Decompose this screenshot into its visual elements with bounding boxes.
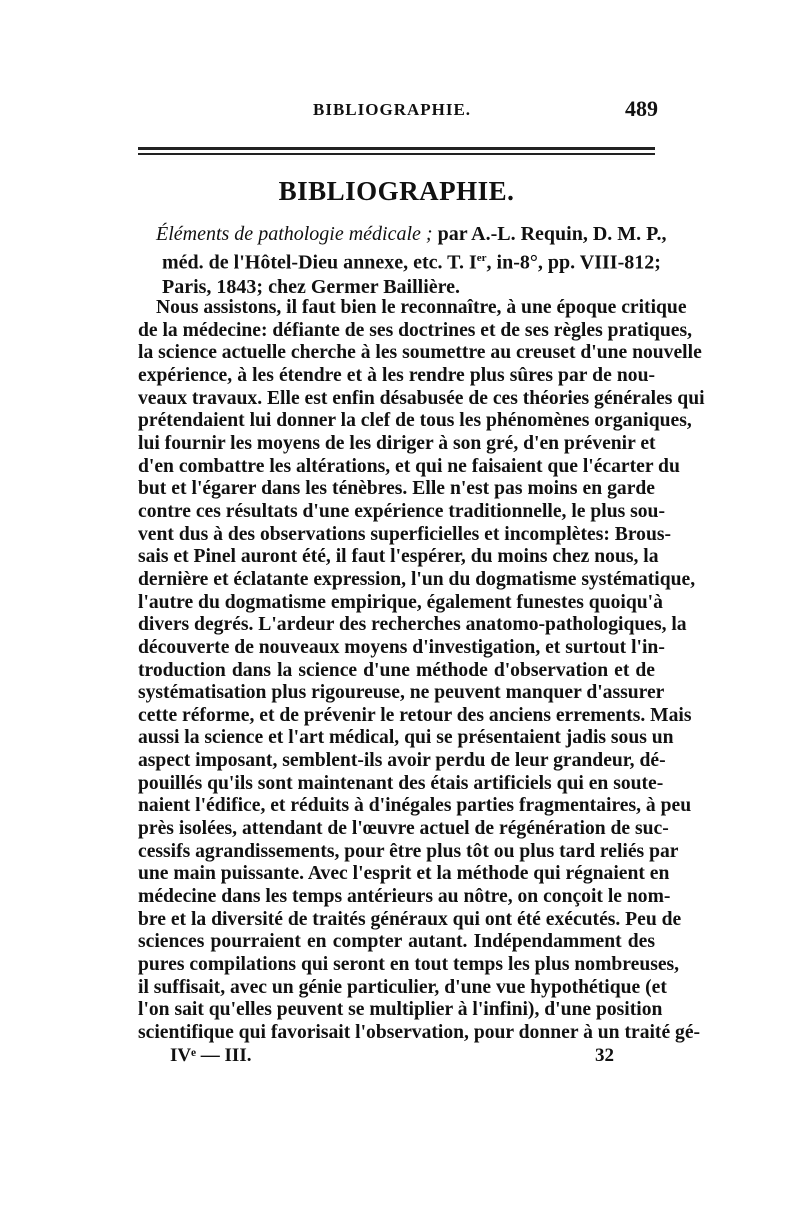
body-line: aussi la science et l'art médical, qui se présentaient jadis sous un [138,727,674,749]
body-line: découverte de nouveaux moyens d'investigation, et surtout l'in- [138,636,665,658]
body-line: d'en combattre les altérations, et qui ne faisaient que l'écarter du [138,455,680,477]
body-line: but et l'égarer dans les ténèbres. Elle n'est pas moins en garde [138,478,655,500]
body-line: la science actuelle cherche à les soumettre au creuset d'une nouvelle [138,342,702,364]
sheet-number: 32 [595,1045,614,1066]
citation-title: Éléments de pathologie médicale ; [156,223,433,245]
body-line: cette réforme, et de prévenir le retour des anciens errements. Mais [138,704,692,726]
running-head [138,96,658,126]
body-line: dernière et éclatante expression, l'un du dogmatisme systématique, [138,568,696,590]
book-citation [156,222,667,300]
body-line: cessifs agrandissements, pour être plus tôt ou plus tard reliés par [138,840,679,862]
body-line: prétendaient lui donner la clef de tous les phénomènes organiques, [138,410,692,432]
printer-signature: IVᵉ — III. [170,1045,252,1066]
header-rule-thick [138,147,655,150]
body-line: vent dus à des observations superficielles et incomplètes: Brous- [138,523,672,545]
page-number: 489 [625,96,658,121]
body-line: il suffisait, avec un génie particulier, d'une vue hypothétique (et [138,976,667,998]
body-line: Nous assistons, il faut bien le reconnaître, à une époque critique [156,297,687,318]
citation-author: par A.-L. Requin, D. M. P., [432,223,667,245]
article-body [138,297,705,1045]
body-line: systématisation plus rigoureuse, ne peuvent manquer d'assurer [138,682,665,704]
body-line: l'on sait qu'elles peuvent se multiplier à l'infini), d'une position [138,999,663,1021]
header-rule-thin [138,153,655,155]
body-line: pouillés qu'ils sont maintenant des étais artificiels qui en soute- [138,772,664,794]
body-line: près isolées, attendant de l'œuvre actuel de régénération de suc- [138,818,669,840]
body-line: expérience, à les étendre et à les rendre plus sûres par de nou- [138,364,655,386]
citation-format: , in-8°, pp. VIII-812; [486,251,661,274]
section-title: BIBLIOGRAPHIE. [278,176,515,206]
body-line: l'autre du dogmatisme empirique, également funestes quoiqu'à [138,591,663,613]
body-line: lui fournir les moyens de les diriger à son gré, d'en prévenir et [138,432,656,454]
body-line: naient l'édifice, et réduits à d'inégales parties fragmentaires, à peu [138,795,692,817]
running-title: BIBLIOGRAPHIE. [313,100,472,119]
body-line: de la médecine: défiante de ses doctrines et de ses règles pratiques, [138,319,692,341]
body-line: divers degrés. L'ardeur des recherches anatomo-pathologiques, la [138,614,687,636]
body-line: bre et la diversité de traités généraux qui ont été exécutés. Peu de [138,908,682,930]
body-line: sciences pourraient en compter autant. Indépendamment des [138,931,655,953]
body-line: pures compilations qui seront en tout temps les plus nombreuses, [138,954,680,976]
citation-line [156,246,661,275]
body-line: veaux travaux. Elle est enfin désabusée de ces théories générales qui [138,387,705,409]
citation-detail: méd. de l'Hôtel-Dieu annexe, etc. T. I [162,251,477,274]
citation-superscript: er [476,252,487,265]
body-line: médecine dans les temps antérieurs au nôtre, on conçoit le nom- [138,886,671,908]
citation-publisher: Paris, 1843; chez Germer Baillière. [162,276,461,299]
citation-line [156,222,667,246]
body-line: troduction dans la science d'une méthode d'observation et de [138,659,655,681]
body-line: sais et Pinel auront été, il faut l'espérer, du moins chez nous, la [138,546,659,568]
body-line: scientifique qui favorisait l'observation, pour donner à un traité gé- [138,1022,701,1043]
body-line: une main puissante. Avec l'esprit et la méthode qui régnaient en [138,863,670,885]
body-line: contre ces résultats d'une expérience traditionnelle, le plus sou- [138,500,665,522]
body-line: aspect imposant, semblent-ils avoir perdu de leur grandeur, dé- [138,750,666,772]
